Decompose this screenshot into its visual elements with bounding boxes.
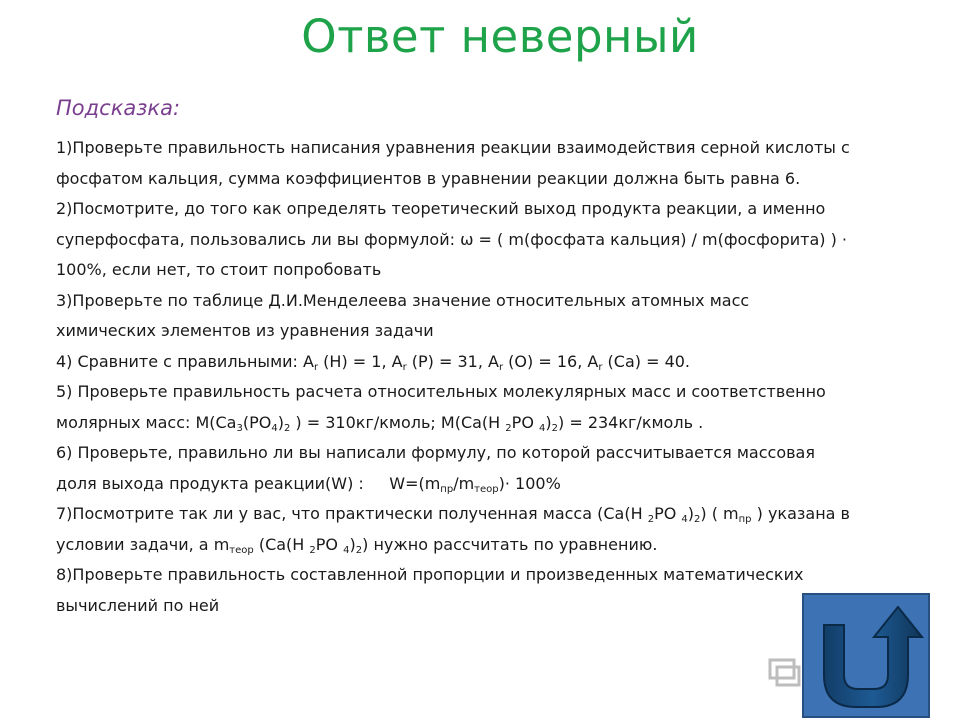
text: молярных масс: M(Ca — [56, 412, 237, 432]
text: 4) Сравните с правильными: A — [56, 351, 314, 371]
subscript: 2 — [551, 422, 558, 434]
text: (P) = 31, A — [406, 351, 499, 371]
text: (O) = 16, A — [503, 351, 599, 371]
subscript: пр — [440, 483, 454, 495]
hint-item-2-line-2: суперфосфата, пользовались ли вы формулой: ω = ( m(фосфата кальция) / m(фосфорита) ) · — [56, 229, 847, 249]
text: (PO — [242, 412, 272, 432]
hint-item-6-line-1: 6) Проверьте, правильно ли вы написали формулу, по которой рассчитывается массовая — [56, 443, 815, 462]
hint-item-7-line-2 — [56, 530, 916, 561]
subscript: пр — [738, 514, 752, 525]
hint-item-2-line-1: 2)Посмотрите, до того как определять теоретический выход продукта реакции, а именно — [56, 199, 826, 218]
text: ) = 310кг/кмоль; M(Ca(H — [290, 412, 506, 432]
text: (Ca(H — [253, 534, 310, 554]
hint-item-2-line-3: 100%, если нет, то стоит попробовать — [56, 260, 382, 279]
hint-label: Подсказка: — [56, 96, 181, 120]
subscript: 2 — [505, 422, 512, 434]
subscript: 2 — [283, 422, 291, 434]
text: условии задачи, а m — [56, 534, 230, 554]
subscript: r — [313, 361, 319, 373]
text: PO — [654, 504, 682, 523]
hint-item-8-line-2: вычислений по ней — [56, 595, 220, 615]
hint-item-6-line-2 — [56, 469, 916, 500]
subscript: теор — [229, 544, 254, 556]
text: ) — [349, 534, 356, 554]
text: PO — [315, 534, 344, 554]
text: ) ( m — [700, 504, 739, 523]
text: ) — [545, 412, 552, 432]
text: (H) = 1, A — [318, 351, 403, 371]
text: /m — [453, 473, 475, 493]
hint-list — [56, 133, 916, 621]
subscript: 4 — [343, 544, 350, 556]
text: (Ca) = 40. — [602, 351, 691, 371]
return-button[interactable] — [802, 593, 930, 718]
text: 7)Посмотрите так ли у вас, что практически полученная масса (Ca(H — [56, 504, 648, 523]
subscript: r — [402, 361, 407, 373]
text: ) нужно рассчитать по уравнению. — [362, 534, 658, 554]
subscript: 2 — [694, 514, 701, 525]
hint-item-1-line-1: 1)Проверьте правильность написания уравнения реакции взаимодействия серной кислоты с — [56, 138, 850, 157]
text: PO — [511, 412, 539, 432]
hint-item-5-line-2 — [56, 408, 916, 439]
subscript: 2 — [355, 544, 363, 556]
hint-item-7-line-1 — [56, 499, 916, 530]
hint-item-8-line-1: 8)Проверьте правильность составленной пропорции и произведенных математических — [56, 565, 804, 584]
hint-item-5-line-1: 5) Проверьте правильность расчета относительных молекулярных масс и соответственно — [56, 382, 826, 401]
subscript: 4 — [271, 422, 278, 434]
text: ) указана в — [751, 504, 850, 523]
text: )· 100% — [498, 473, 561, 493]
page-title: Ответ неверный — [301, 10, 699, 63]
text: доля выхода продукта реакции(W) : W=(m — [56, 473, 441, 493]
hint-item-3-line-1: 3)Проверьте по таблице Д.И.Менделеева значение относительных атомных масс — [56, 290, 750, 310]
text: ) — [277, 412, 284, 432]
subscript: 2 — [647, 514, 655, 525]
subscript: 4 — [681, 514, 688, 525]
subscript: r — [498, 361, 504, 373]
u-turn-arrow-icon — [804, 595, 928, 716]
subscript: теор — [474, 483, 499, 495]
subscript: 2 — [309, 544, 316, 556]
hint-item-3-line-2: химических элементов из уравнения задачи — [56, 321, 434, 340]
hint-item-1-line-2: фосфатом кальция, сумма коэффициентов в уравнении реакции должна быть равна 6. — [56, 168, 801, 188]
text: ) = 234кг/кмоль . — [558, 412, 704, 432]
hint-item-4 — [56, 347, 916, 378]
subscript: 4 — [539, 422, 546, 434]
subscript: 3 — [236, 422, 243, 434]
subscript: r — [598, 361, 603, 373]
text: ) — [687, 504, 695, 523]
